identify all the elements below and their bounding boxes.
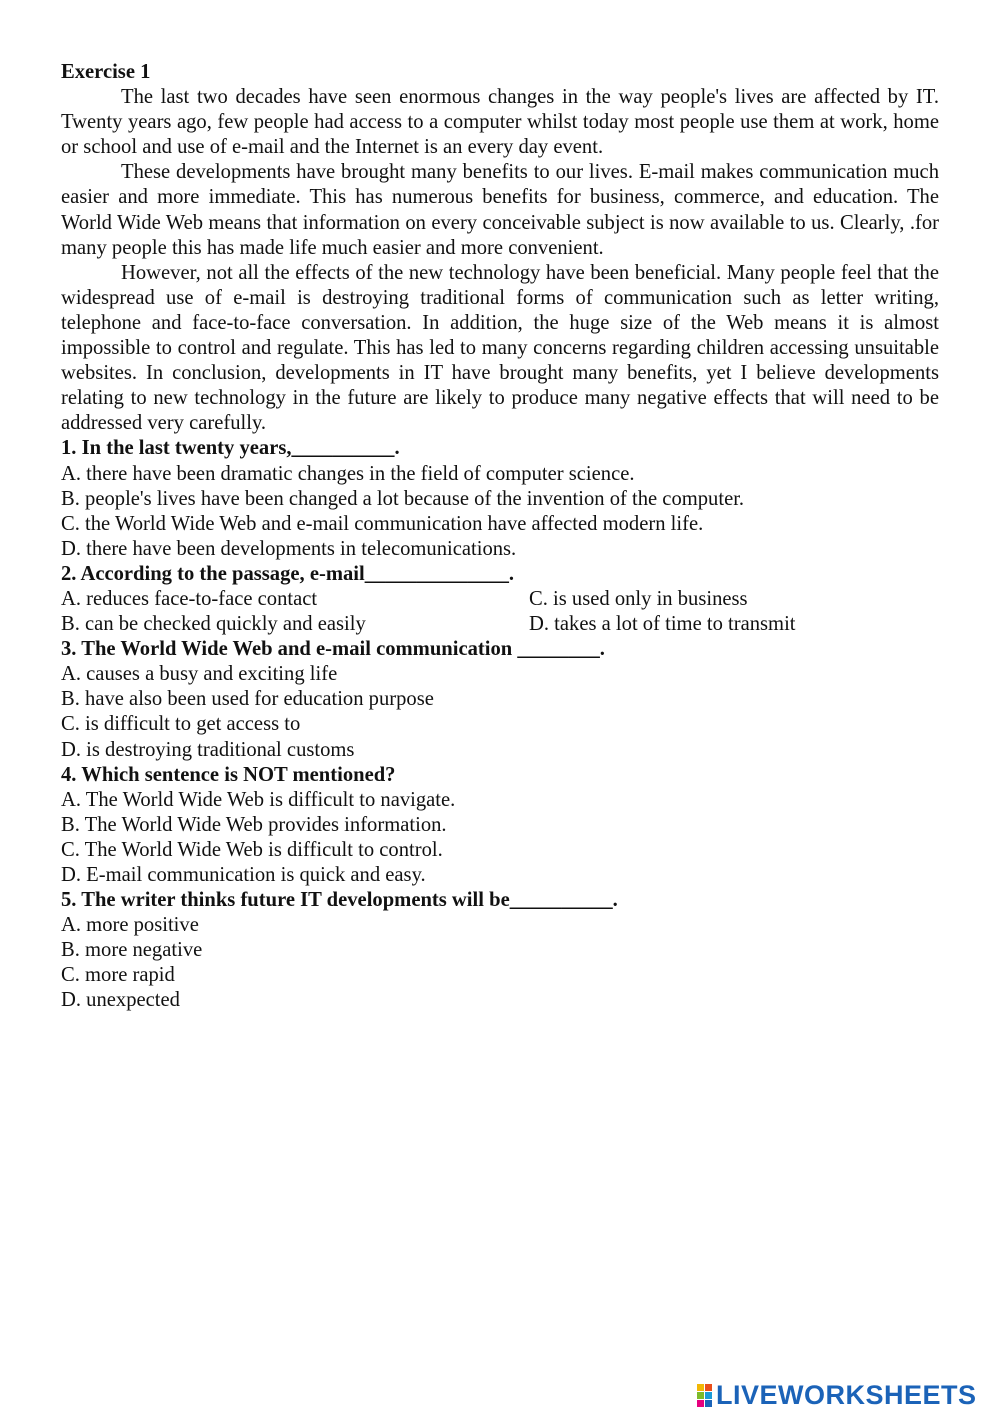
option-a[interactable]: A. there have been dramatic changes in the field of computer science. bbox=[61, 462, 635, 485]
logo-square bbox=[705, 1392, 712, 1399]
option-b[interactable]: B. people's lives have been changed a lot because of the invention of the computer. bbox=[61, 487, 745, 510]
option-b[interactable]: B. can be checked quickly and easily bbox=[61, 613, 366, 636]
exercise-title: Exercise 1 bbox=[61, 61, 151, 83]
option-b[interactable]: B. have also been used for education purpose bbox=[61, 688, 434, 711]
logo-square bbox=[705, 1384, 712, 1391]
option-d[interactable]: D. E-mail communication is quick and easy. bbox=[61, 864, 426, 886]
passage-paragraph-1: The last two decades have seen enormous changes in the way people's lives are affected by IT. Twenty years ago, few people had access to a computer whilst today most people use them at work, home or school and use of e-mail and the Internet is an every day event. bbox=[61, 86, 939, 159]
logo-square bbox=[697, 1392, 704, 1399]
option-c[interactable]: C. the World Wide Web and e-mail communication have affected modern life. bbox=[61, 512, 704, 535]
passage-paragraph-3: However, not all the effects of the new technology have been beneficial. Many people feel that the widespread use of e-mail is destroying traditional forms of communication such as letter writing, telephone and face-to-face conversation. In addition, the huge size of the Web means it is almost impossible to control and regulate. This has led to many concerns regarding children accessing unsuitable websites. In conclusion, developments in IT have brought many benefits, yet I believe developments relating to new technology in the future are likely to produce many negative effects that will need to be addressed very carefully. bbox=[61, 261, 939, 435]
option-d[interactable]: D. there have been developments in telecomunications. bbox=[61, 537, 517, 560]
option-d[interactable]: D. takes a lot of time to transmit bbox=[529, 613, 796, 636]
question-3 bbox=[61, 637, 939, 762]
option-c[interactable]: C. more rapid bbox=[61, 964, 175, 987]
option-d[interactable]: D. is destroying traditional customs bbox=[61, 738, 355, 761]
question-2 bbox=[61, 562, 939, 637]
option-d[interactable]: D. unexpected bbox=[61, 989, 180, 1012]
question-5 bbox=[61, 888, 939, 1013]
option-a[interactable]: A. more positive bbox=[61, 914, 199, 937]
option-c[interactable]: C. is difficult to get access to bbox=[61, 713, 301, 736]
option-c[interactable]: C. The World Wide Web is difficult to control. bbox=[61, 838, 443, 861]
brand-wordmark: LIVEWORKSHEETS bbox=[716, 1379, 977, 1410]
logo-square bbox=[697, 1400, 704, 1407]
option-a[interactable]: A. The World Wide Web is difficult to navigate. bbox=[61, 788, 456, 811]
option-c[interactable]: C. is used only in business bbox=[529, 587, 748, 610]
logo-square bbox=[705, 1400, 712, 1407]
question-stem: 1. In the last twenty years,__________. bbox=[61, 437, 400, 460]
option-a[interactable]: A. causes a busy and exciting life bbox=[61, 663, 338, 686]
question-stem: 5. The writer thinks future IT developments will be__________. bbox=[61, 889, 618, 912]
liveworksheets-branding bbox=[697, 1378, 977, 1412]
question-1 bbox=[61, 436, 939, 561]
option-b[interactable]: B. The World Wide Web provides information. bbox=[61, 813, 447, 836]
question-stem: 3. The World Wide Web and e-mail communication ________. bbox=[61, 638, 605, 661]
worksheet-page bbox=[61, 60, 939, 1014]
logo-square bbox=[697, 1384, 704, 1391]
passage-paragraph-2: These developments have brought many benefits to our lives. E-mail makes communication much easier and more immediate. This has numerous benefits for business, commerce, and education. The World Wide Web means that information on every conceivable subject is now available to us. Clearly, .for many people this has made life much easier and more convenient. bbox=[61, 161, 939, 259]
question-stem: 2. According to the passage, e-mail______________. bbox=[61, 562, 515, 585]
question-stem: 4. Which sentence is NOT mentioned? bbox=[61, 763, 396, 786]
option-a[interactable]: A. reduces face-to-face contact bbox=[61, 587, 318, 610]
question-4 bbox=[61, 763, 939, 888]
options-grid bbox=[61, 587, 939, 637]
liveworksheets-logo-icon bbox=[697, 1384, 712, 1407]
option-b[interactable]: B. more negative bbox=[61, 939, 203, 962]
